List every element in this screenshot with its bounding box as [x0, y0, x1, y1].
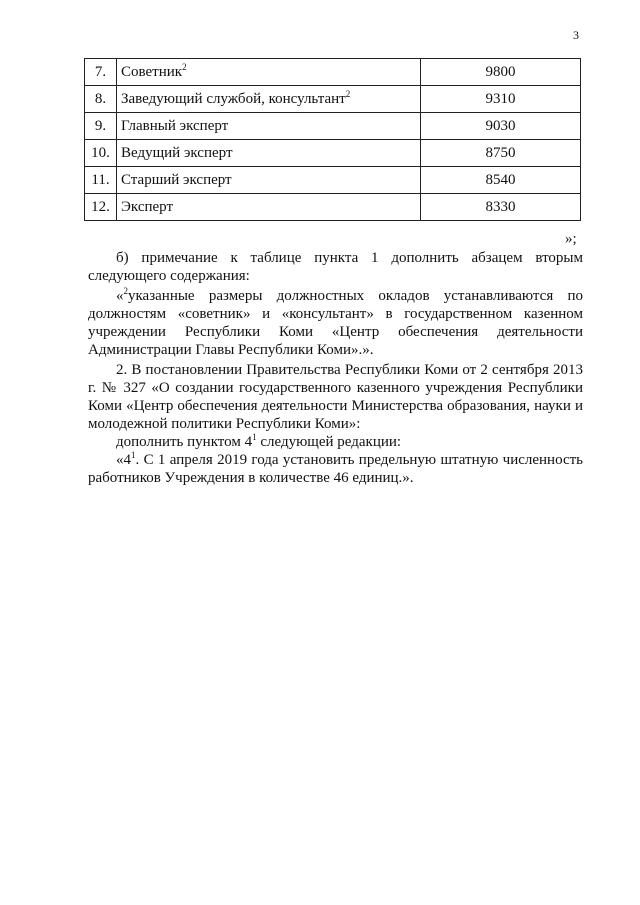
position-name	[117, 113, 421, 140]
position-name-text: Советник	[121, 63, 183, 80]
salary-value: 9310	[421, 86, 581, 113]
position-name	[117, 86, 421, 113]
salary-value: 8750	[421, 140, 581, 167]
paragraph-add-item	[88, 433, 583, 451]
paragraph-item-2: 2. В постановлении Правительства Республики Коми от 2 сентября 2013 г. № 327 «О создании государственного казенного учреждения Республики Коми «Центр обеспечения деятельности Министерства образования, науки и молодежной политики Республики Коми»:	[88, 362, 583, 432]
table-row	[85, 194, 581, 221]
footnote-mark: 2	[182, 61, 187, 72]
salary-value: 8330	[421, 194, 581, 221]
document-body	[88, 249, 583, 487]
salary-table	[84, 58, 581, 221]
position-name-text: Эксперт	[121, 198, 174, 215]
position-name-text: Старший эксперт	[121, 171, 232, 188]
open-quote: «	[116, 288, 124, 304]
item-number: «4	[116, 452, 131, 468]
position-name-text: Главный эксперт	[121, 117, 229, 134]
row-number: 9.	[85, 113, 117, 140]
page-number: 3	[573, 28, 579, 42]
salary-value: 9030	[421, 113, 581, 140]
row-number: 11.	[85, 167, 117, 194]
position-name	[117, 140, 421, 167]
add-item-text: дополнить пунктом 4	[116, 434, 253, 450]
salary-value: 9800	[421, 59, 581, 86]
item-superscript: 1	[252, 432, 257, 442]
salary-value: 8540	[421, 167, 581, 194]
paragraph-item-4-1	[88, 451, 583, 487]
paragraph-b-note: б) примечание к таблице пункта 1 дополнить абзацем вторым следующего содержания:	[88, 250, 583, 284]
position-name	[117, 194, 421, 221]
position-name-text: Ведущий эксперт	[121, 144, 233, 161]
closing-quote: »;	[565, 231, 577, 247]
footnote-text: указанные размеры должностных окладов устанавливаются по должностям «советник» и «консультант» в государственном казенном учреждении Республики Коми «Центр обеспечения деятельности Администрации Главы Республики Коми».».	[88, 288, 583, 358]
position-name-text: Заведующий службой, консультант	[121, 90, 346, 107]
item-superscript: 1	[131, 450, 136, 460]
row-number: 8.	[85, 86, 117, 113]
position-name	[117, 167, 421, 194]
paragraph-footnote-text	[88, 287, 583, 359]
table-row	[85, 59, 581, 86]
table-row	[85, 140, 581, 167]
table-row	[85, 167, 581, 194]
footnote-mark: 2	[345, 88, 351, 99]
position-name	[117, 59, 421, 86]
footnote-mark: 2	[123, 286, 128, 296]
table-row	[85, 113, 581, 140]
table-row	[85, 86, 581, 113]
row-number: 10.	[85, 140, 117, 167]
row-number: 12.	[85, 194, 117, 221]
row-number: 7.	[85, 59, 117, 86]
item-text: . С 1 апреля 2019 года установить предельную штатную численность работников Учреждения в количестве 46 единиц.».	[88, 452, 583, 486]
add-item-text-end: следующей редакции:	[256, 434, 402, 450]
